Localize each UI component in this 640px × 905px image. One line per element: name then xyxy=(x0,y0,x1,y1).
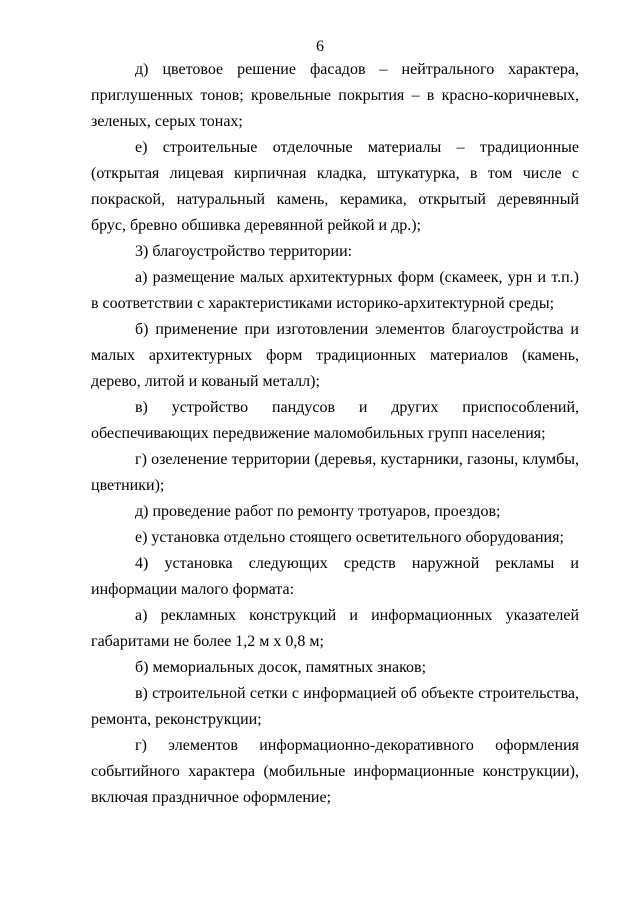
document-body xyxy=(91,57,579,811)
paragraph-memorial-plaques: б) мемориальных досок, памятных знаков; xyxy=(135,659,427,676)
paragraph-small-forms: а) размещение малых архитектурных форм (скамеек, урн и т.п.) в соответствии с характеристиками историко-архитектурной среды; xyxy=(91,269,579,312)
paragraph-facade-color: д) цветовое решение фасадов – нейтрального характера, приглушенных тонов; кровельные покрытия – в красно-коричневых, зеленых, серых тонах; xyxy=(91,61,579,130)
paragraph-lighting: е) установка отдельно стоящего осветительного оборудования; xyxy=(135,529,564,546)
paragraph-ramps: в) устройство пандусов и других приспособлений, обеспечивающих передвижение маломобильных групп населения; xyxy=(91,399,579,442)
paragraph-ad-structures: а) рекламных конструкций и информационных указателей габаритами не более 1,2 м х 0,8 м; xyxy=(91,607,579,650)
paragraph-event-decoration: г) элементов информационно-декоративного оформления событийного характера (мобильные информационные конструкции), включая праздничное оформление; xyxy=(91,737,579,806)
paragraph-traditional-materials: б) применение при изготовлении элементов благоустройства и малых архитектурных форм традиционных материалов (камень, дерево, литой и кованый металл); xyxy=(91,321,579,390)
paragraph-finishing-materials: е) строительные отделочные материалы – традиционные (открытая лицевая кирпичная кладка, штукатурка, в том числе с покраской, натуральный камень, керамика, открытый деревянный брус, бревно обшивка деревянной рейкой и др.); xyxy=(91,139,579,234)
page-number: 6 xyxy=(316,38,324,55)
paragraph-greening: г) озеленение территории (деревья, кустарники, газоны, клумбы, цветники); xyxy=(91,451,579,494)
paragraph-construction-mesh: в) строительной сетки с информацией об объекте строительства, ремонта, реконструкции; xyxy=(91,685,579,728)
paragraph-landscaping-heading: 3) благоустройство территории: xyxy=(135,243,353,260)
paragraph-sidewalk-repair: д) проведение работ по ремонту тротуаров, проездов; xyxy=(135,503,501,520)
paragraph-advertising-heading: 4) установка следующих средств наружной рекламы и информации малого формата: xyxy=(91,555,579,598)
